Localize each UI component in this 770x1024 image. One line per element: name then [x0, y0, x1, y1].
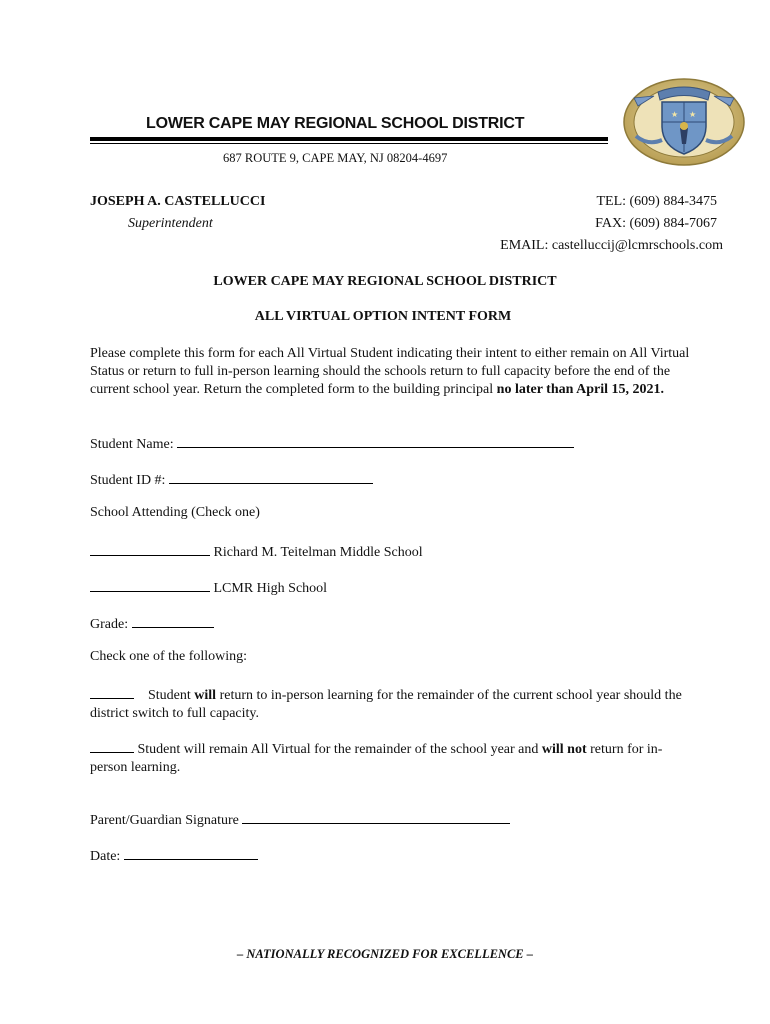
student-name-field[interactable] [177, 433, 574, 448]
contact-tel: TEL: (609) 884-3475 [596, 194, 717, 209]
form-title: ALL VIRTUAL OPTION INTENT FORM [254, 309, 512, 324]
svg-text:★: ★ [671, 110, 679, 119]
footer-motto: – NATIONALLY RECOGNIZED FOR EXCELLENCE – [237, 947, 533, 961]
option-virtual-text-bold: will not [541, 742, 587, 757]
superintendent-name: JOSEPH A. CASTELLUCCI [90, 194, 266, 209]
form-instructions [90, 345, 690, 399]
school-option-middle-check[interactable] [90, 541, 210, 556]
student-id-row [90, 469, 373, 489]
option-virtual-text-post: return for in-person learning. [90, 742, 663, 775]
form-district-heading: LOWER CAPE MAY REGIONAL SCHOOL DISTRICT [213, 274, 557, 289]
option-virtual-text-pre: Student will remain All Virtual for the remainder of the school year and [137, 742, 539, 757]
option-virtual-check[interactable] [90, 738, 134, 753]
school-option-middle [90, 541, 423, 561]
district-title: LOWER CAPE MAY REGIONAL SCHOOL DISTRICT [146, 115, 525, 132]
option-return-text-bold: will [194, 688, 217, 703]
date-row [90, 845, 258, 865]
option-return-text-pre: Student [148, 688, 191, 703]
option-return-check[interactable] [90, 684, 134, 699]
school-option-middle-label: Richard M. Teitelman Middle School [213, 545, 423, 560]
option-remain-virtual [90, 738, 690, 777]
district-address: 687 ROUTE 9, CAPE MAY, NJ 08204-4697 [223, 151, 448, 165]
header-rule-thin [90, 143, 608, 144]
option-return-in-person [90, 684, 690, 723]
grade-label: Grade: [90, 617, 129, 632]
grade-row [90, 613, 214, 633]
school-option-high-check[interactable] [90, 577, 210, 592]
school-attending-label: School Attending (Check one) [90, 505, 260, 520]
svg-text:★: ★ [689, 110, 697, 119]
grade-field[interactable] [132, 613, 214, 628]
date-label: Date: [90, 849, 121, 864]
signature-field[interactable] [242, 809, 510, 824]
student-id-field[interactable] [169, 469, 373, 484]
header-rule-thick [90, 137, 608, 141]
student-name-row [90, 433, 574, 453]
date-field[interactable] [124, 845, 258, 860]
school-option-high-label: LCMR High School [213, 581, 328, 596]
superintendent-title: Superintendent [128, 216, 213, 231]
district-seal-logo [618, 76, 750, 168]
instructions-text: Please complete this form for each All Virtual Student indicating their intent to either remain on All Virtual Status or return to full in-person learning should the schools return to full capacity before the end of the current school year. Return the completed form to the building principal [90, 346, 690, 397]
student-name-label: Student Name: [90, 437, 174, 452]
signature-label: Parent/Guardian Signature [90, 813, 239, 828]
signature-row [90, 809, 510, 829]
student-id-label: Student ID #: [90, 473, 166, 488]
school-option-high [90, 577, 327, 597]
check-one-label: Check one of the following: [90, 649, 248, 664]
instructions-deadline: no later than April 15, 2021. [496, 382, 665, 397]
contact-email: EMAIL: castelluccij@lcmrschools.com [500, 238, 723, 253]
option-return-text-post: return to in-person learning for the remainder of the current school year should the district switch to full capacity. [90, 688, 682, 721]
contact-fax: FAX: (609) 884-7067 [595, 216, 717, 231]
